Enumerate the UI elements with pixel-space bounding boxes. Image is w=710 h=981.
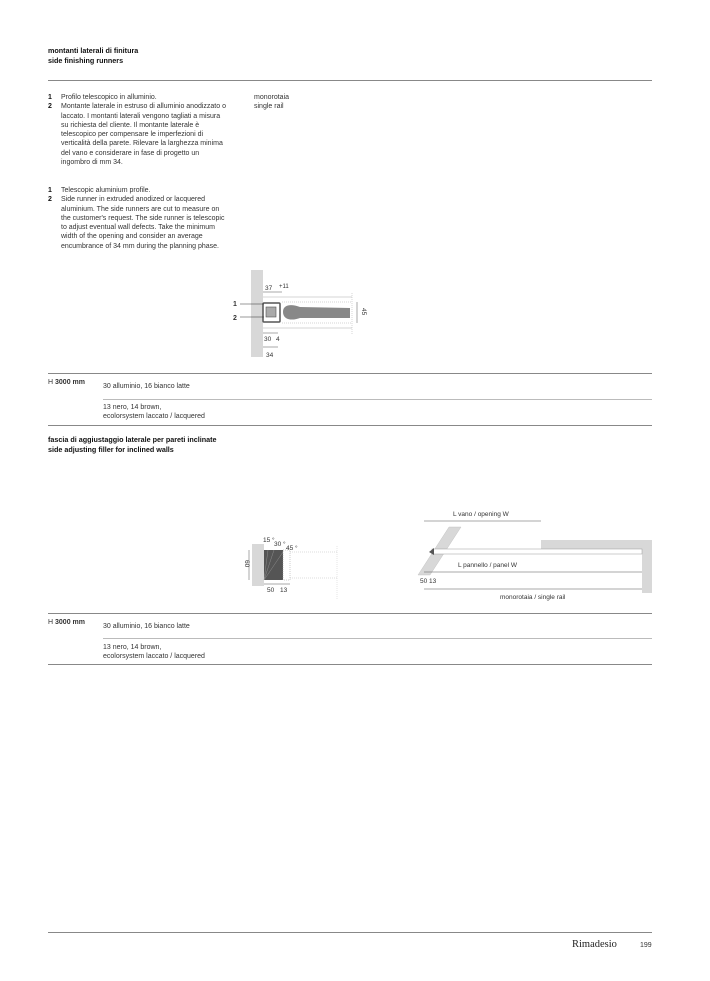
filler-plan-diagram xyxy=(400,505,660,605)
rail-type-label: monorotaia single rail xyxy=(254,94,290,111)
side-runner-section-diagram xyxy=(220,265,380,370)
divider xyxy=(48,80,652,81)
divider xyxy=(103,638,652,639)
section1-title-en: side finishing runners xyxy=(48,55,124,65)
divider xyxy=(48,664,652,665)
section1-title xyxy=(48,46,138,65)
wall xyxy=(541,540,652,549)
svg-text:30 °: 30 ° xyxy=(274,541,286,548)
svg-text:30: 30 xyxy=(264,336,272,343)
finish-standard: 30 alluminio, 16 bianco latte xyxy=(103,623,190,630)
svg-text:1: 1 xyxy=(233,301,237,308)
svg-text:15 °: 15 ° xyxy=(263,537,275,544)
finish-standard: 30 alluminio, 16 bianco latte xyxy=(103,383,190,390)
list-item: 1 Telescopic aluminium profile. xyxy=(48,187,151,194)
svg-text:34: 34 xyxy=(266,352,274,359)
list-item: 2 Montante laterale in estruso di alluminio anodizzato o laccato. I montanti laterali vengono tagliati a misura su richiesta del cliente. Il montante laterale è telescopico per compensare le imperfezioni di verticalità della parete. Rilevare la larghezza minima del vano e considerare in fase di progetto un ingombro di mm 34. xyxy=(48,103,226,167)
svg-text:+11: +11 xyxy=(279,284,289,290)
svg-text:45 °: 45 ° xyxy=(286,545,298,552)
section1-title-it: montanti laterali di finitura xyxy=(48,46,139,55)
finish-lacquered: 13 nero, 14 brown, ecolorsystem laccato / lacquered xyxy=(103,404,205,421)
svg-text:L pannello / panel W: L pannello / panel W xyxy=(458,562,518,569)
list-item: 1 Profilo telescopico in alluminio. xyxy=(48,94,157,101)
divider xyxy=(103,399,652,400)
svg-text:45: 45 xyxy=(360,308,367,316)
finish-lacquered: 13 nero, 14 brown, ecolorsystem laccato / lacquered xyxy=(103,644,205,661)
height-spec: H 3000 mm xyxy=(48,379,85,386)
svg-text:L vano / opening W: L vano / opening W xyxy=(453,511,509,518)
divider xyxy=(48,613,652,614)
filler-section-diagram xyxy=(240,525,360,605)
panel-profile xyxy=(283,305,350,319)
brand-logo: Rimadesio xyxy=(572,939,617,950)
svg-text:monorotaia / single rail: monorotaia / single rail xyxy=(500,594,566,601)
section2-title: fascia di aggiustaggio laterale per pareti inclinate side adjusting filler for inclined walls xyxy=(48,435,217,454)
wall xyxy=(251,270,263,357)
panel xyxy=(432,549,642,554)
footer-divider xyxy=(48,932,652,933)
svg-text:2: 2 xyxy=(233,315,237,322)
list-item: 2 Side runner in extruded anodized or lacquered aluminium. The side runners are cut to measure on the customer's request. The side runner is telescopic to adjust eventual wall defects. Take the minimum width of the opening and consider an average encumbrance of 34 mm during the planning phase. xyxy=(48,196,225,250)
wall xyxy=(252,544,264,586)
svg-text:50 13: 50 13 xyxy=(420,578,437,585)
divider xyxy=(48,373,652,374)
section1-description-en xyxy=(48,186,226,251)
section1-description-it xyxy=(48,93,226,167)
divider xyxy=(48,425,652,426)
svg-text:13: 13 xyxy=(280,587,288,594)
height-spec: H 3000 mm xyxy=(48,619,85,626)
svg-text:37: 37 xyxy=(265,285,273,292)
svg-text:4: 4 xyxy=(276,336,280,343)
svg-text:50: 50 xyxy=(267,587,275,594)
page-number: 199 xyxy=(640,942,652,949)
svg-text:60: 60 xyxy=(243,560,250,568)
